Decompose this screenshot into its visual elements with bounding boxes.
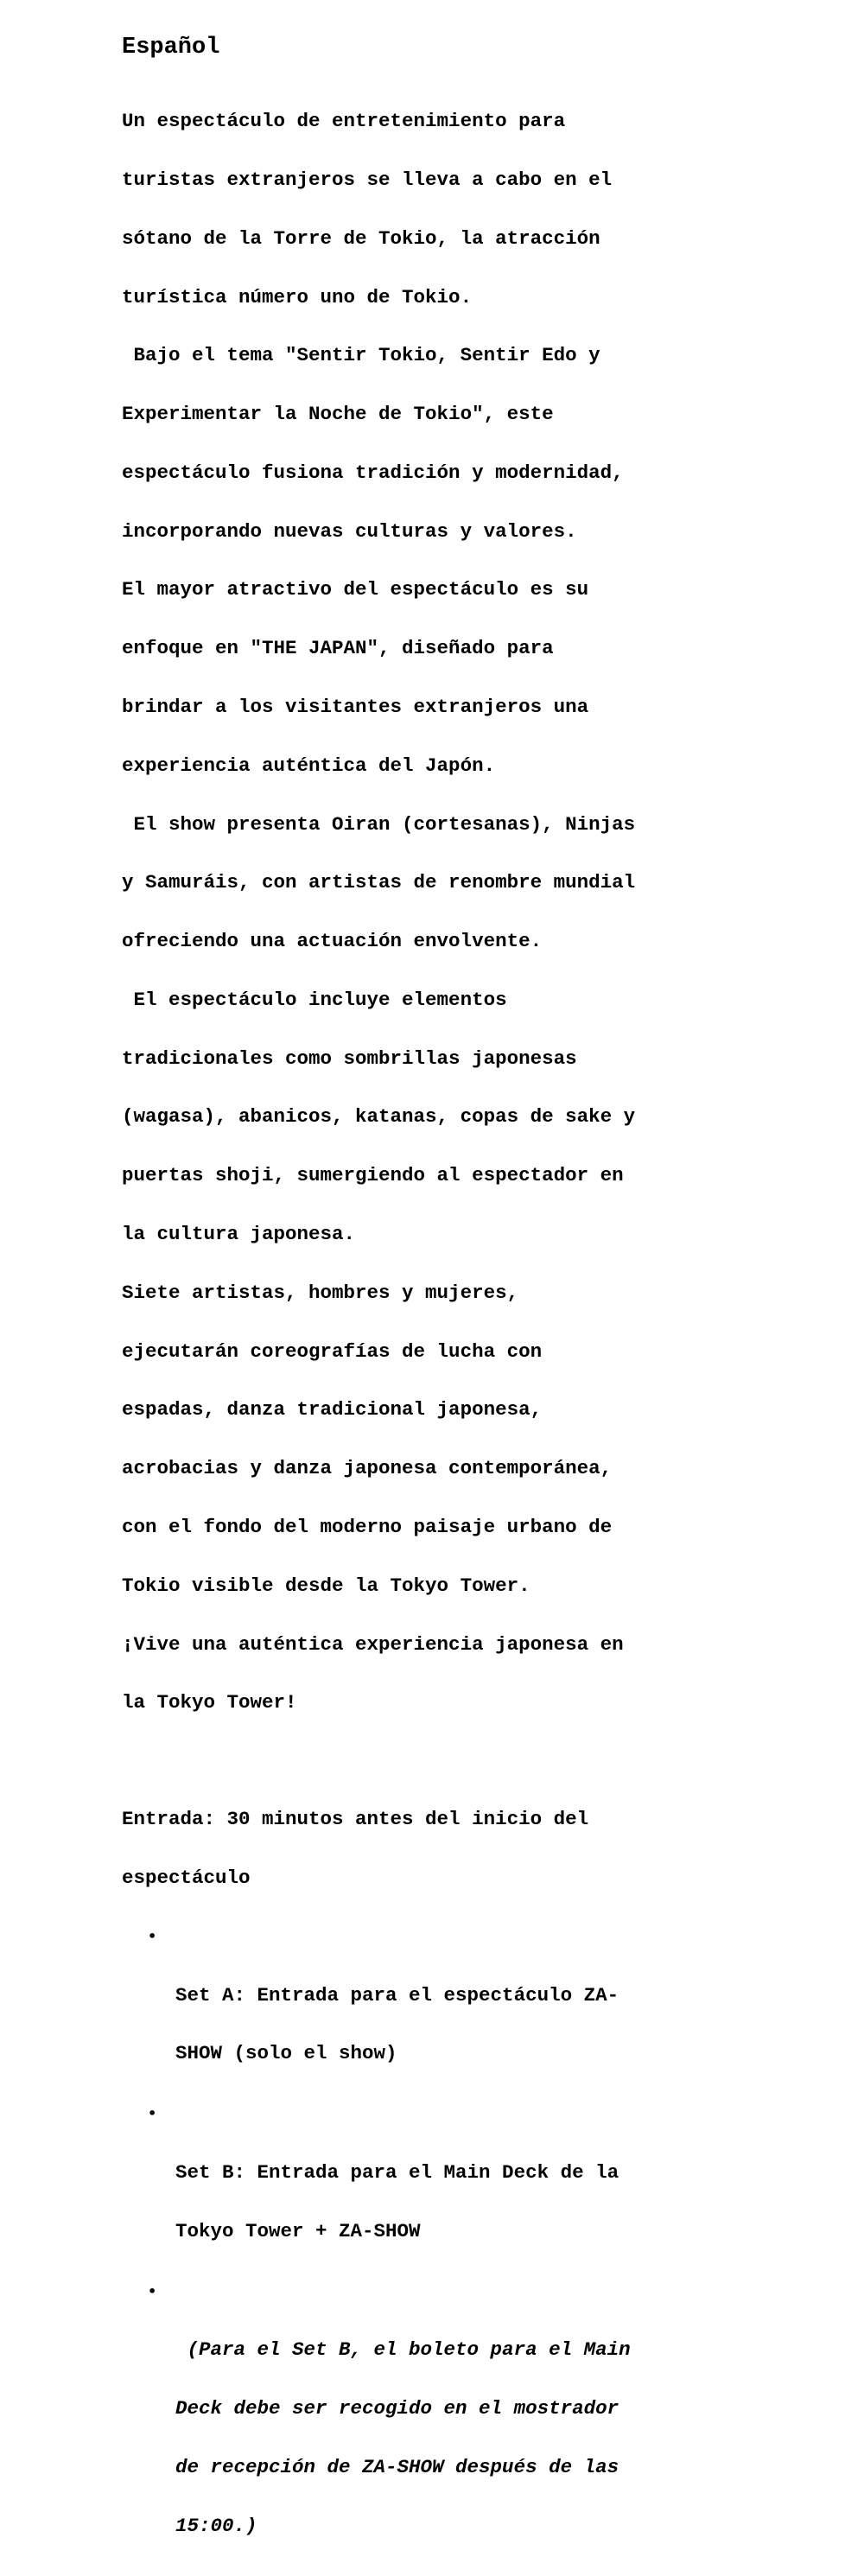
text-line: acrobacias y danza japonesa contemporánea, <box>122 1457 613 1480</box>
text-line: brindar a los visitantes extranjeros una <box>122 696 589 718</box>
text-line: Experimentar la Noche de Tokio", este <box>122 403 554 426</box>
list-item-set-b-note <box>122 2282 744 2575</box>
text-line: ofreciendo una actuación envolvente. <box>122 930 543 953</box>
text-line: Entrada: 30 minutos antes del inicio del <box>122 1808 589 1831</box>
text-line: tradicionales como sombrillas japonesas <box>122 1046 577 1070</box>
text-line: y Samuráis, con artistas de renombre mundial <box>122 871 636 894</box>
text-line: la Tokyo Tower! <box>122 1691 297 1714</box>
text-line: Bajo el tema "Sentir Tokio, Sentir Edo y <box>122 344 600 367</box>
text-line: experiencia auténtica del Japón. <box>122 754 496 777</box>
text-line: turistas extranjeros se lleva a cabo en el <box>122 168 613 191</box>
ticket-set-list <box>122 1927 744 2575</box>
text-line: espectáculo fusiona tradición y modernidad, <box>122 461 624 484</box>
entry-info <box>122 1771 744 1927</box>
text-line: Tokyo Tower + ZA-SHOW <box>175 2219 421 2242</box>
text-line: El espectáculo incluye elementos <box>122 988 507 1011</box>
text-line: puertas shoji, sumergiendo al espectador en <box>122 1164 624 1187</box>
text-line: ¡Vive una auténtica experiencia japonesa en <box>122 1632 624 1656</box>
text-line: Set A: Entrada para el espectáculo ZA- <box>175 1983 619 2007</box>
text-line: espectáculo <box>122 1867 251 1890</box>
text-line: El mayor atractivo del espectáculo es su <box>122 578 589 601</box>
bullet-icon: • <box>148 2282 157 2299</box>
text-line: ejecutarán coreografías de lucha con <box>122 1339 543 1363</box>
text-line: (wagasa), abanicos, katanas, copas de sake y <box>122 1105 636 1129</box>
text-line: Set B: Entrada para el Main Deck de la <box>175 2160 619 2184</box>
text-line: 15:00.) <box>175 2514 257 2537</box>
text-line: Tokio visible desde la Tokyo Tower. <box>122 1574 530 1597</box>
document-page <box>122 33 744 2576</box>
text-line: Un espectáculo de entretenimiento para <box>122 110 566 133</box>
text-line: Deck debe ser recogido en el mostrador <box>175 2397 619 2420</box>
page-title: Español <box>122 35 220 60</box>
text-line: con el fondo del moderno paisaje urbano de <box>122 1515 613 1538</box>
text-line: Siete artistas, hombres y mujeres, <box>122 1281 519 1304</box>
text-line: SHOW (solo el show) <box>175 2042 397 2065</box>
bullet-icon: • <box>148 2105 157 2122</box>
text-line: espadas, danza tradicional japonesa, <box>122 1398 543 1422</box>
text-line: de recepción de ZA-SHOW después de las <box>175 2455 619 2478</box>
text-line: la cultura japonesa. <box>122 1223 356 1246</box>
text-line: incorporando nuevas culturas y valores. <box>122 519 577 543</box>
text-line: sótano de la Torre de Tokio, la atracción <box>122 226 600 250</box>
list-item-set-a <box>122 1927 744 2102</box>
bullet-icon: • <box>148 1927 157 1944</box>
text-line: El show presenta Oiran (cortesanas), Ninjas <box>122 812 636 836</box>
description-paragraph <box>122 73 744 1752</box>
text-line: turística número uno de Tokio. <box>122 285 473 308</box>
text-line: enfoque en "THE JAPAN", diseñado para <box>122 637 554 660</box>
list-item-set-b <box>122 2104 744 2280</box>
text-line: (Para el Set B, el boleto para el Main <box>175 2338 631 2362</box>
